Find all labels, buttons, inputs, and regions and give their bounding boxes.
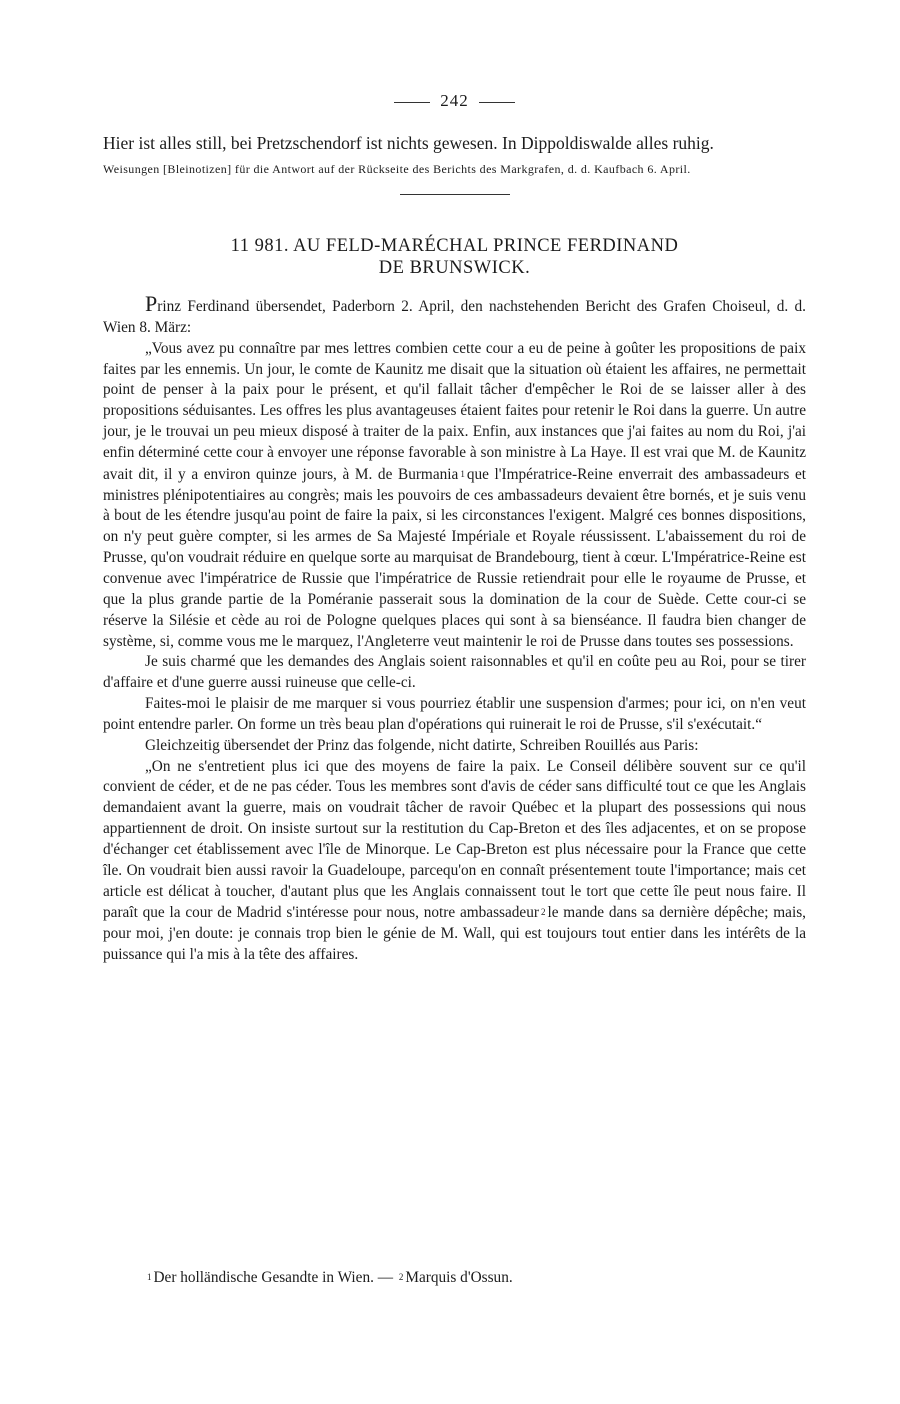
paragraph-3: Je suis charmé que les demandes des Anglais soient raisonnables et qu'il en coûte peu au Roi, pour se tirer d'affaire et d'une guerre aussi ruineuse que celle-ci. [103,653,806,692]
section-title-line-2: DE BRUNSWICK. [378,258,531,278]
footnote-1-mark: 1 [147,1272,152,1282]
paragraph-5: Gleichzeitig übersendet der Prinz das folgende, nicht datirte, Schreiben Rouillés aus Paris: [145,736,699,754]
section-number: 11 981. [230,236,289,256]
section-title [103,235,806,279]
page [103,88,806,966]
section-title-text-1: AU FELD-MARÉCHAL PRINCE FERDINAND [293,236,679,256]
paragraph-6-text-a: „On ne s'entretient plus ici que des moyens de faire la paix. Le Conseil délibère souvent sur ce qu'il convient de céder, et de ne pas céder. Tous les membres sont d'avis de céder sans difficulté tout ce que les Anglais demandaient avant la guerre, mais on voudrait tâcher de ravoir Québec et la plupart des possessions qui nous appartiennent de droit. On insiste surtout sur la restitution du Cap-Breton et des îles adjacentes, et on se propose d'échanger cet établissement avec l'île de Minorque. Le Cap-Breton est plus nécessaire pour la France que cette île. On voudrait bien aussi ravoir la Guadeloupe, parcequ'on en connaît présentement toute l'importance; mais cet article est délicat à toucher, d'autant plus que les Anglais connaissent tout le tort que cette île peut nous faire. Il paraît que la cour de Madrid s'intéresse pour nous, notre ambassadeur [103,757,806,922]
body-text [103,291,806,966]
footnote-2-text: Marquis d'Ossun. [405,1269,513,1286]
paragraph-6-text-b: le mande dans sa dernière dépêche; mais, pour moi, j'en doute: je connais trop bien le génie de M. Wall, qui est toujours tout entier dans les intérêts de la puissance qui l'a mis à la tête des affaires. [103,904,806,964]
paragraph-6 [103,757,806,966]
paragraph-1-text: rinz Ferdinand übersendet, Paderborn 2. April, den nachstehenden Bericht des Grafen Choiseul, d. d. Wien 8. März: [103,298,806,336]
footnote-ref-2: 2 [540,907,546,918]
paragraph-2-text-a: „Vous avez pu connaître par mes lettres combien cette cour a eu de peine à goûter les propositions de paix faites par les ennemis. Un jour, le comte de Kaunitz me disait que la situation où étaient les affaires, ne permettait point de penser à la paix pour le présent, et qu'il fallait tâcher d'empêcher le Roi de se laisser aller à des propositions séduisantes. Les offres les plus avantageuses étaient faites pour retenir le Roi dans la guerre. Un autre jour, je le trouvai un peu mieux disposé à traiter de la paix. Enfin, aux instances que j'ai faites au nom du Roi, j'ai enfin déterminé cette cour à envoyer une réponse favorable à son ministre à La Haye. Il est vrai que M. de Kaunitz avait dit, il y a environ quinze jours, à M. de Burmania [103,339,806,483]
editor-note: Weisungen [Bleinotizen] für die Antwort auf der Rückseite des Berichts des Markgrafen, d. d. Kaufbach 6. April. [103,162,691,176]
paragraph-4: Faites-moi le plaisir de me marquer si vous pourriez établir une suspension d'armes; pour ici, on n'en veut point entendre parler. On forme un très beau plan d'opérations qui ruinerait le roi de Prusse, s'il s'exécutait.“ [103,695,806,733]
header-dash-left [394,102,430,103]
section-title-line-1 [103,235,806,257]
footnote-2-mark: 2 [398,1272,404,1282]
paragraph-2 [103,339,806,653]
drop-cap: P [145,291,158,316]
footnote-ref-1: 1 [460,468,465,479]
paragraph-2-text-b: que l'Impératrice-Reine enverrait des ambassadeurs et ministres plénipotentiaires au congrès; mais les pouvoirs de ces ambassadeurs devaient être bornés, et je suis venu à bout de les étendre jusqu'au point de faire la paix, si les circonstances l'exigent. Malgré ces bonnes dispositions, on n'y peut guère compter, si les armes de Sa Majesté Impériale et Royale réussissent. L'abaissement du roi de Prusse, qu'on voudrait réduire en quelque sorte au marquisat de Brandebourg, tient à cœur. L'Impératrice-Reine est convenue avec l'impératrice de Russie que l'impératrice de Russie retiendrait pour elle le royaume de Prusse, et que la plus grande partie de la Poméranie passerait sous la domination de la cour de Suède. Cette cour-ci se réserve la Silésie et cède au roi de Pologne quelques places qui sont à sa bienséance. Il faudra bien changer de système, si, comme vous me le marquez, l'Angleterre veut maintenir le roi de Prusse dans toutes ses possessions. [103,465,806,650]
page-number: 242 [440,91,469,110]
section-divider [400,194,510,195]
header-dash-right [479,102,515,103]
lead-paragraph: Hier ist alles still, bei Pretzschendorf ist nichts gewesen. In Dippoldiswalde alles ruhig. [103,133,714,153]
footnote-1-text: Der holländische Gesandte in Wien. — [153,1269,394,1286]
paragraph-1 [103,291,806,339]
page-header [103,88,806,114]
footnotes [145,1267,513,1288]
